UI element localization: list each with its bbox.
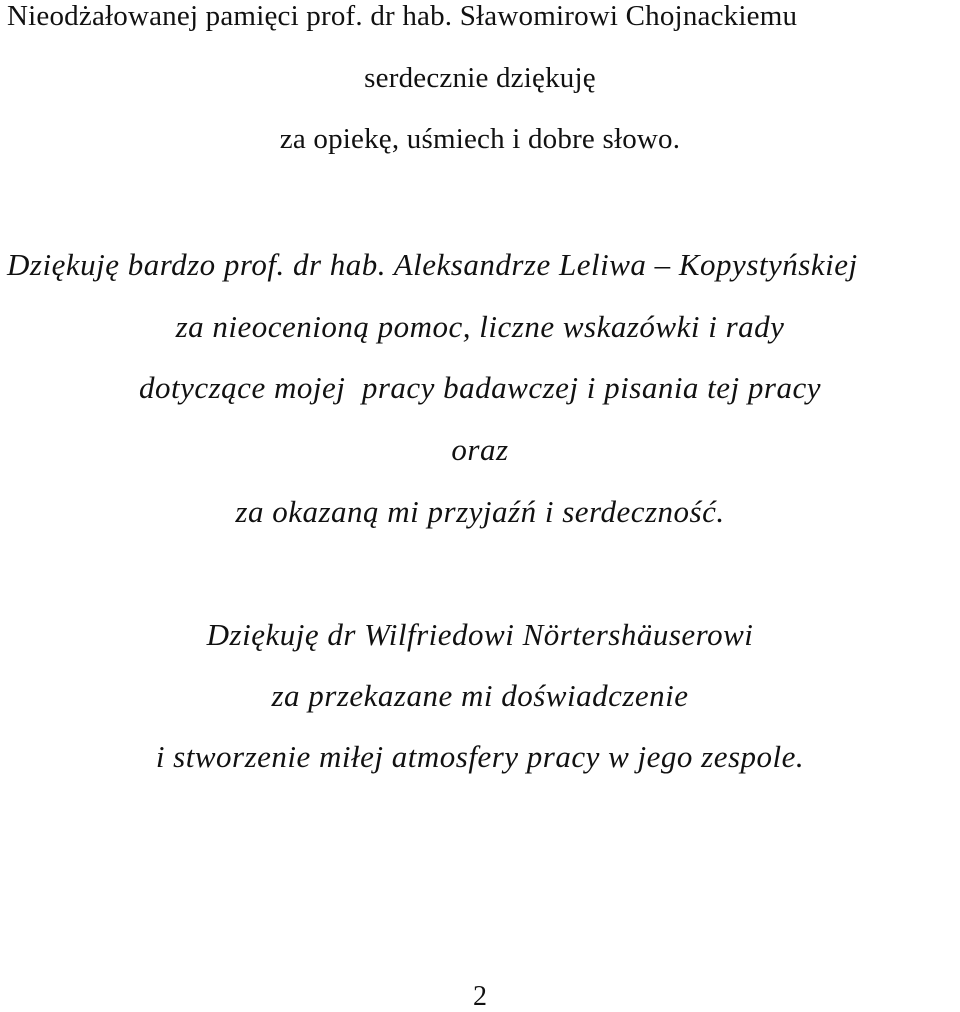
page-number: 2 [473, 981, 487, 1012]
thanks-supervisor-line-2: za nieocenioną pomoc, liczne wskazówki i rady [175, 309, 785, 344]
thanks-team-line-1: Dziękuję dr Wilfriedowi Nörtershäuserowi [206, 617, 754, 652]
dedication-line-1: Nieodżałowanej pamięci prof. dr hab. Sławomirowi Chojnackiemu [7, 0, 798, 32]
dedication-line-2: serdecznie dziękuję [364, 62, 596, 94]
thanks-supervisor-line-3: dotyczące mojej pracy badawczej i pisania tej pracy [138, 370, 821, 405]
thanks-team-line-2: za przekazane mi doświadczenie [271, 678, 689, 713]
dedication-line-3: za opiekę, uśmiech i dobre słowo. [279, 123, 681, 155]
thanks-team-line-3: i stworzenie miłej atmosfery pracy w jego zespole. [155, 739, 805, 774]
thanks-supervisor-line-1: Dziękuję bardzo prof. dr hab. Aleksandrze Leliwa – Kopystyńskiej [7, 247, 858, 282]
thanks-supervisor-line-5: za okazaną mi przyjaźń i serdeczność. [235, 494, 725, 529]
thanks-supervisor-line-4: oraz [451, 432, 509, 467]
